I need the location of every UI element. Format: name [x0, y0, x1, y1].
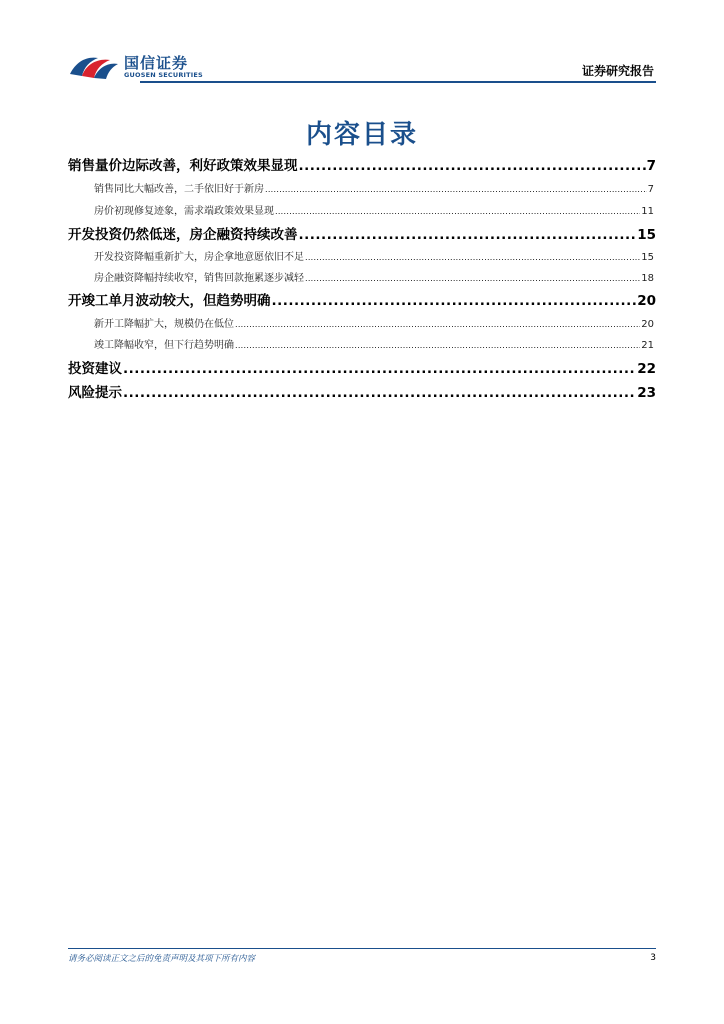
toc-entry-page: 21 — [641, 340, 654, 351]
toc-entry-2[interactable] — [68, 223, 656, 243]
toc-entry-title: 房价初现修复迹象，需求端政策效果显现 — [94, 206, 274, 217]
toc-leader — [123, 361, 636, 377]
company-logo — [68, 52, 268, 84]
toc-entry-title: 新开工降幅扩大，规模仍在低位 — [94, 319, 234, 330]
toc-entry-title: 开发投资降幅重新扩大，房企拿地意愿依旧不足 — [94, 252, 304, 263]
toc-entry-5[interactable] — [68, 381, 656, 401]
toc-entry-2-2[interactable] — [68, 269, 654, 285]
header-divider — [140, 81, 656, 83]
toc-entry-page: 11 — [641, 206, 654, 217]
toc-entry-title: 开竣工单月波动较大，但趋势明确 — [68, 293, 271, 309]
toc-entry-title: 开发投资仍然低迷，房企融资持续改善 — [68, 227, 298, 243]
toc-entry-1-2[interactable] — [68, 202, 654, 218]
page-header — [68, 52, 656, 84]
page-number: 3 — [650, 953, 656, 963]
report-type-label: 证券研究报告 — [581, 64, 654, 78]
toc-leader — [272, 293, 637, 309]
toc-leader — [299, 227, 637, 243]
toc-leader — [265, 185, 647, 194]
logo-en-text: GUOSEN SECURITIES — [124, 71, 203, 79]
toc-entry-title: 投资建议 — [68, 361, 122, 377]
toc-entry-page: 18 — [641, 273, 654, 284]
toc-leader — [305, 274, 640, 283]
toc-entry-3-2[interactable] — [68, 336, 654, 352]
toc-entry-3[interactable] — [68, 289, 656, 309]
toc-entry-1-1[interactable] — [68, 180, 654, 196]
toc-entry-page: 15 — [641, 252, 654, 263]
toc-entry-title: 竣工降幅收窄，但下行趋势明确 — [94, 340, 234, 351]
logo-cn-text: 国信证券 — [124, 54, 189, 72]
toc-leader — [299, 158, 646, 174]
toc-entry-3-1[interactable] — [68, 315, 654, 331]
toc-entry-page: 22 — [637, 361, 656, 377]
toc-entry-1[interactable] — [68, 154, 656, 174]
toc-entry-page: 20 — [641, 319, 654, 330]
toc-leader — [123, 385, 636, 401]
toc-leader — [305, 253, 640, 262]
toc-leader — [275, 207, 640, 216]
toc-entry-2-1[interactable] — [68, 248, 654, 264]
toc-entry-page: 20 — [637, 293, 656, 309]
toc-title: 内容目录 — [305, 120, 418, 150]
footer-divider — [68, 948, 656, 949]
toc-leader — [235, 320, 640, 329]
toc-entry-page: 7 — [647, 184, 654, 195]
toc-entry-page: 7 — [646, 158, 656, 174]
toc-entry-page: 15 — [637, 227, 656, 243]
toc-entry-title: 销售同比大幅改善，二手依旧好于新房 — [94, 184, 264, 195]
guosen-logo-icon — [68, 52, 120, 82]
footer-disclaimer: 请务必阅读正文之后的免责声明及其项下所有内容 — [68, 954, 256, 964]
toc-entry-title: 房企融资降幅持续收窄，销售回款拖累逐步减轻 — [94, 273, 304, 284]
toc-entry-title: 风险提示 — [68, 385, 122, 401]
toc-entry-title: 销售量价边际改善，利好政策效果显现 — [68, 158, 298, 174]
toc-leader — [235, 341, 640, 350]
toc-entry-page: 23 — [637, 385, 656, 401]
toc-entry-4[interactable] — [68, 357, 656, 377]
